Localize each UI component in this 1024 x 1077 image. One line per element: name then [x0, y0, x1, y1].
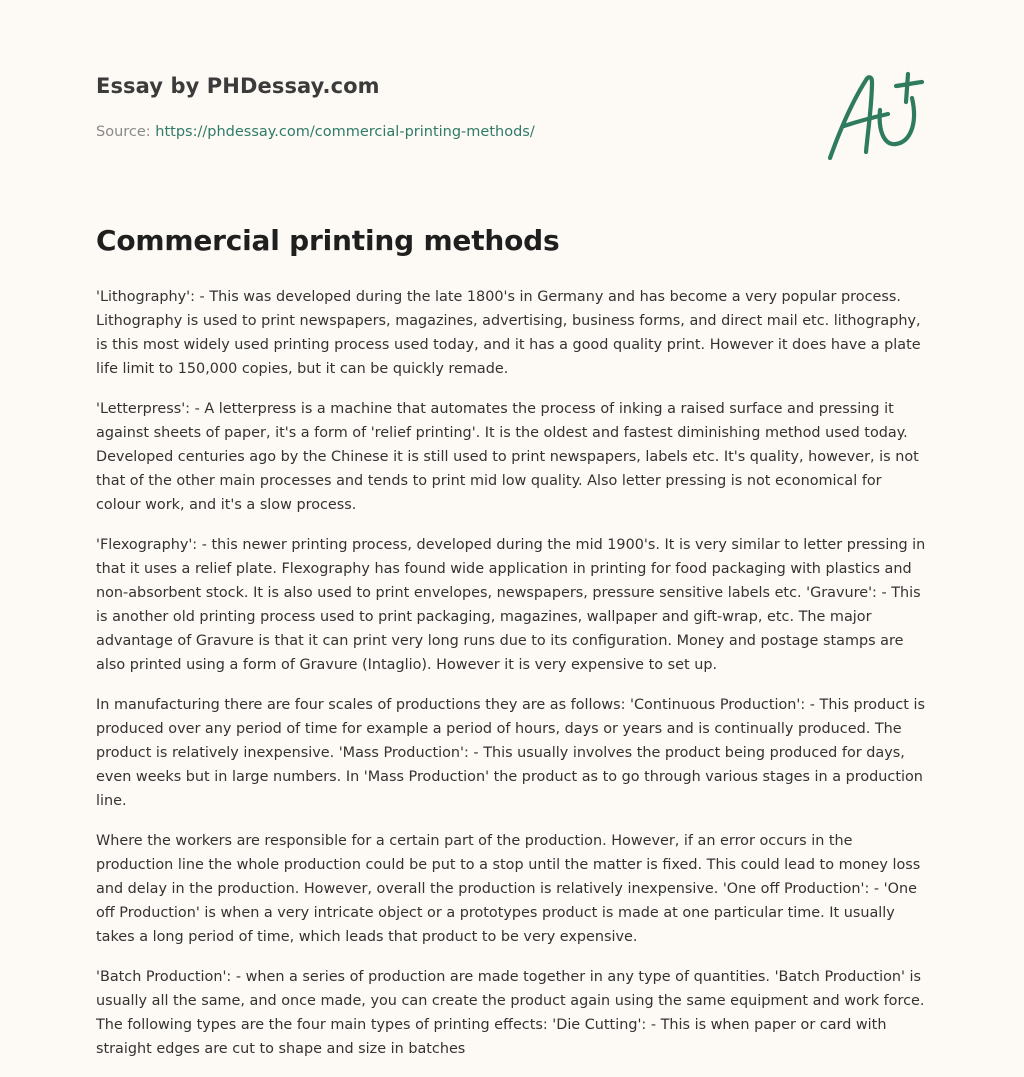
essay-paragraph: 'Lithography': - This was developed during the late 1800's in Germany and has become a very popular process. Lithography is used to print newspapers, magazines, advertising, business forms, and direct mail etc. lithography, is this most widely used printing process used today, and it has a good quality print. However it does have a plate life limit to 150,000 copies, but it can be quickly remade.: [96, 289, 921, 377]
essay-paragraph: 'Flexography': - this newer printing process, developed during the mid 1900's. It is very similar to letter pressing in that it uses a relief plate. Flexography has found wide application in printing for food packaging with plastics and non-absorbent stock. It is also used to print envelopes, newspapers, pressure sensitive labels etc. 'Gravure': - This is another old printing process used to print packaging, magazines, wallpaper and gift-wrap, etc. The major advantage of Gravure is that it can print very long runs due to its configuration. Money and postage stamps are also printed using a form of Gravure (Intaglio). However it is very expensive to set up.: [96, 537, 926, 673]
essay-paragraph: 'Letterpress': - A letterpress is a machine that automates the process of inking a raised surface and pressing it against sheets of paper, it's a form of 'relief printing'. It is the oldest and fastest diminishing method used today. Developed centuries ago by the Chinese it is still used to print newspapers, labels etc. It's quality, however, is not that of the other main processes and tends to print mid low quality. Also letter pressing is not economical for colour work, and it's a slow process.: [96, 401, 919, 513]
site-brand: Essay by PHDessay.com: [96, 74, 380, 98]
essay-paragraph: Where the workers are responsible for a certain part of the production. However, if an error occurs in the production line the whole production could be put to a stop until the matter is fixed. This could lead to money loss and delay in the production. However, overall the production is relatively inexpensive. 'One off Production': - 'One off Production' is when a very intricate object or a prototypes product is made at one particular time. It usually takes a long period of time, which leads that product to be very expensive.: [96, 833, 921, 945]
source-line: [96, 124, 535, 140]
source-label: Source:: [96, 124, 156, 140]
essay-title: Commercial printing methods: [96, 224, 560, 257]
source-link[interactable]: https://phdessay.com/commercial-printing-methods/: [155, 124, 535, 140]
essay-paragraph: In manufacturing there are four scales of productions they are as follows: 'Continuous Production': - This product is produced over any period of time for example a period of hours, days or years and is continually produced. The product is relatively inexpensive. 'Mass Production': - This usually involves the product being produced for days, even weeks but in large numbers. In 'Mass Production' the product as to go through various stages in a production line.: [96, 697, 925, 809]
essay-paragraph: 'Batch Production': - when a series of production are made together in any type of quantities. 'Batch Production' is usually all the same, and once made, you can create the product again using the same equipment and work force. The following types are the four main types of printing effects: 'Die Cutting': - This is when paper or card with straight edges are cut to shape and size in batches: [96, 969, 925, 1057]
essay-body: [96, 285, 930, 1077]
a-plus-grade-icon: [822, 68, 926, 164]
